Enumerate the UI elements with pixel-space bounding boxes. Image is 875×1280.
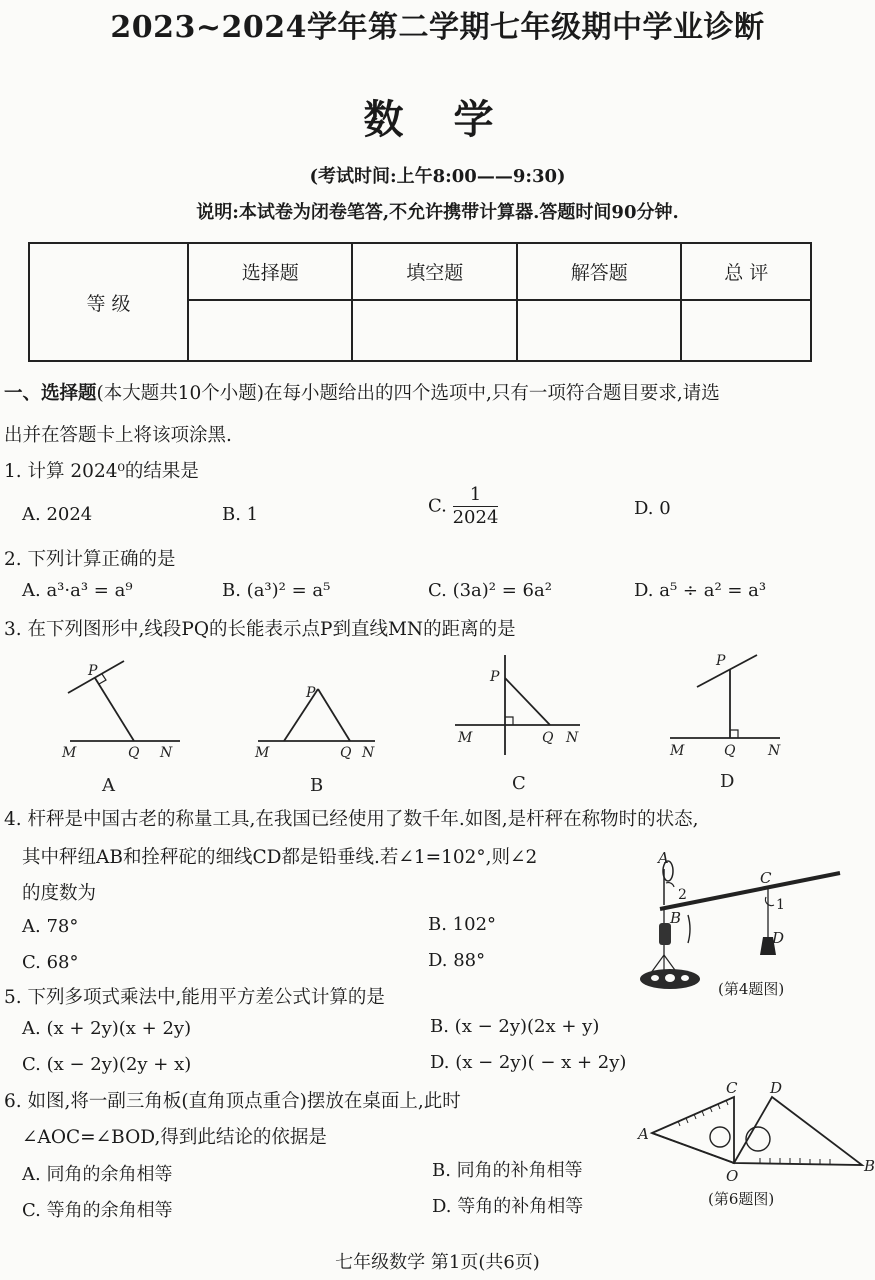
fig-c-label-n: N bbox=[566, 730, 579, 746]
q6-option-b[interactable]: B. 同角的补角相等 bbox=[432, 1160, 583, 1181]
q3-figures bbox=[0, 645, 875, 800]
q6-point-b: B bbox=[864, 1157, 875, 1175]
q1-option-d[interactable]: D. 0 bbox=[634, 498, 671, 519]
grade-table bbox=[28, 242, 812, 362]
q5-option-d[interactable]: D. (x − 2y)( − x + 2y) bbox=[430, 1052, 627, 1073]
grade-col-choice: 选择题 bbox=[188, 243, 352, 300]
q4-caption: (第4题图) bbox=[718, 980, 785, 998]
q4-point-c: C bbox=[760, 869, 772, 887]
q2-option-c[interactable]: C. (3a)² = 6a² bbox=[428, 580, 552, 601]
section1-intro bbox=[4, 380, 864, 408]
fig-b-label-p: P bbox=[306, 685, 316, 701]
q1-option-c[interactable] bbox=[428, 484, 498, 529]
q4-stem-2: 其中秤纽AB和拴秤砣的细线CD都是铅垂线.若∠1=102°,则∠2 bbox=[22, 847, 538, 868]
q5-option-a[interactable]: A. (x + 2y)(x + 2y) bbox=[22, 1018, 192, 1039]
q4-option-c[interactable]: C. 68° bbox=[22, 952, 79, 973]
grade-col-fill: 填空题 bbox=[352, 243, 516, 300]
fig-d-label-q: Q bbox=[724, 743, 736, 759]
q6-point-d: D bbox=[770, 1079, 783, 1097]
q3-stem: 3. 在下列图形中,线段PQ的长能表示点P到直线MN的距离的是 bbox=[4, 619, 516, 640]
q5-option-b[interactable]: B. (x − 2y)(2x + y) bbox=[430, 1016, 600, 1037]
grade-col-answer: 解答题 bbox=[517, 243, 681, 300]
fig-b-label-m: M bbox=[255, 745, 270, 761]
fraction-denominator: 2024 bbox=[452, 507, 499, 528]
q1-stem: 1. 计算 2024⁰的结果是 bbox=[4, 461, 199, 482]
q6-stem-1: 6. 如图,将一副三角板(直角顶点重合)摆放在桌面上,此时 bbox=[4, 1091, 461, 1112]
q6-option-d[interactable]: D. 等角的补角相等 bbox=[432, 1196, 584, 1217]
fig-a-label-m: M bbox=[62, 745, 77, 761]
q4-option-a[interactable]: A. 78° bbox=[22, 916, 79, 937]
fig-a-label-p: P bbox=[88, 663, 98, 679]
grade-row-label: 等 级 bbox=[29, 243, 188, 361]
q4-angle-1: 1 bbox=[776, 897, 785, 913]
q4-point-b: B bbox=[670, 909, 682, 927]
q5-option-c[interactable]: C. (x − 2y)(2y + x) bbox=[22, 1054, 192, 1075]
fig-d-label-m: M bbox=[670, 743, 685, 759]
fig-b-label-n: N bbox=[362, 745, 375, 761]
fig-b-label-q: Q bbox=[340, 745, 352, 761]
q6-point-a: A bbox=[638, 1125, 649, 1143]
grade-cell-fill[interactable] bbox=[352, 300, 516, 361]
exam-title: 2023~2024学年第二学期七年级期中学业诊断 bbox=[110, 10, 765, 45]
q6-point-c: C bbox=[726, 1079, 738, 1097]
q6-caption: (第6题图) bbox=[708, 1190, 775, 1208]
fig-d-label-p: P bbox=[716, 653, 726, 669]
grade-cell-choice[interactable] bbox=[188, 300, 352, 361]
exam-note: 说明:本试卷为闭卷笔答,不允许携带计算器.答题时间90分钟. bbox=[196, 202, 679, 223]
q2-option-d[interactable]: D. a⁵ ÷ a² = a³ bbox=[634, 580, 767, 601]
fraction-numerator: 1 bbox=[453, 484, 499, 507]
exam-time: (考试时间:上午8:00——9:30) bbox=[309, 166, 566, 187]
fig-label-d: D bbox=[720, 771, 735, 792]
q2-stem: 2. 下列计算正确的是 bbox=[4, 549, 176, 570]
q4-angle-2: 2 bbox=[678, 887, 687, 903]
fig-a-label-n: N bbox=[160, 745, 173, 761]
q6-triangle-figure bbox=[630, 1075, 875, 1185]
q4-point-a: A bbox=[658, 849, 669, 867]
q4-point-d: D bbox=[772, 929, 785, 947]
q1-option-c-label: C. bbox=[428, 495, 447, 517]
q4-option-b[interactable]: B. 102° bbox=[428, 914, 497, 935]
fig-d-label-n: N bbox=[768, 743, 781, 759]
fig-a-label-q: Q bbox=[128, 745, 140, 761]
q6-option-c[interactable]: C. 等角的余角相等 bbox=[22, 1200, 173, 1221]
q4-stem-3: 的度数为 bbox=[22, 883, 97, 904]
grade-col-total: 总 评 bbox=[681, 243, 811, 300]
section1-desc: (本大题共10个小题)在每小题给出的四个选项中,只有一项符合题目要求,请选 bbox=[96, 383, 720, 404]
grade-cell-total[interactable] bbox=[681, 300, 811, 361]
q1-option-a[interactable]: A. 2024 bbox=[22, 504, 93, 525]
fig-c-label-p: P bbox=[490, 669, 500, 685]
section1-title: 一、选择题 bbox=[4, 383, 97, 404]
fig-c-label-q: Q bbox=[542, 730, 554, 746]
fig-label-a: A bbox=[102, 775, 115, 796]
q6-option-a[interactable]: A. 同角的余角相等 bbox=[22, 1164, 173, 1185]
fig-label-c: C bbox=[512, 773, 526, 794]
q6-point-o: O bbox=[726, 1167, 739, 1185]
page-footer: 七年级数学 第1页(共6页) bbox=[335, 1252, 540, 1273]
q2-option-a[interactable]: A. a³·a³ = a⁹ bbox=[22, 580, 133, 601]
fraction bbox=[453, 484, 499, 529]
fig-c-label-m: M bbox=[458, 730, 473, 746]
subject-title: 数 学 bbox=[363, 96, 512, 143]
q5-stem: 5. 下列多项式乘法中,能用平方差公式计算的是 bbox=[4, 987, 385, 1008]
q2-option-b[interactable]: B. (a³)² = a⁵ bbox=[222, 580, 331, 601]
fig-label-b: B bbox=[310, 775, 324, 796]
q1-option-b[interactable]: B. 1 bbox=[222, 504, 259, 525]
q6-stem-2: ∠AOC=∠BOD,得到此结论的依据是 bbox=[22, 1127, 327, 1148]
q4-option-d[interactable]: D. 88° bbox=[428, 950, 486, 971]
section1-desc2: 出并在答题卡上将该项涂黑. bbox=[4, 425, 232, 446]
q4-stem-1: 4. 杆秤是中国古老的称量工具,在我国已经使用了数千年.如图,是杆秤在称物时的状态, bbox=[4, 809, 699, 830]
grade-cell-answer[interactable] bbox=[517, 300, 681, 361]
